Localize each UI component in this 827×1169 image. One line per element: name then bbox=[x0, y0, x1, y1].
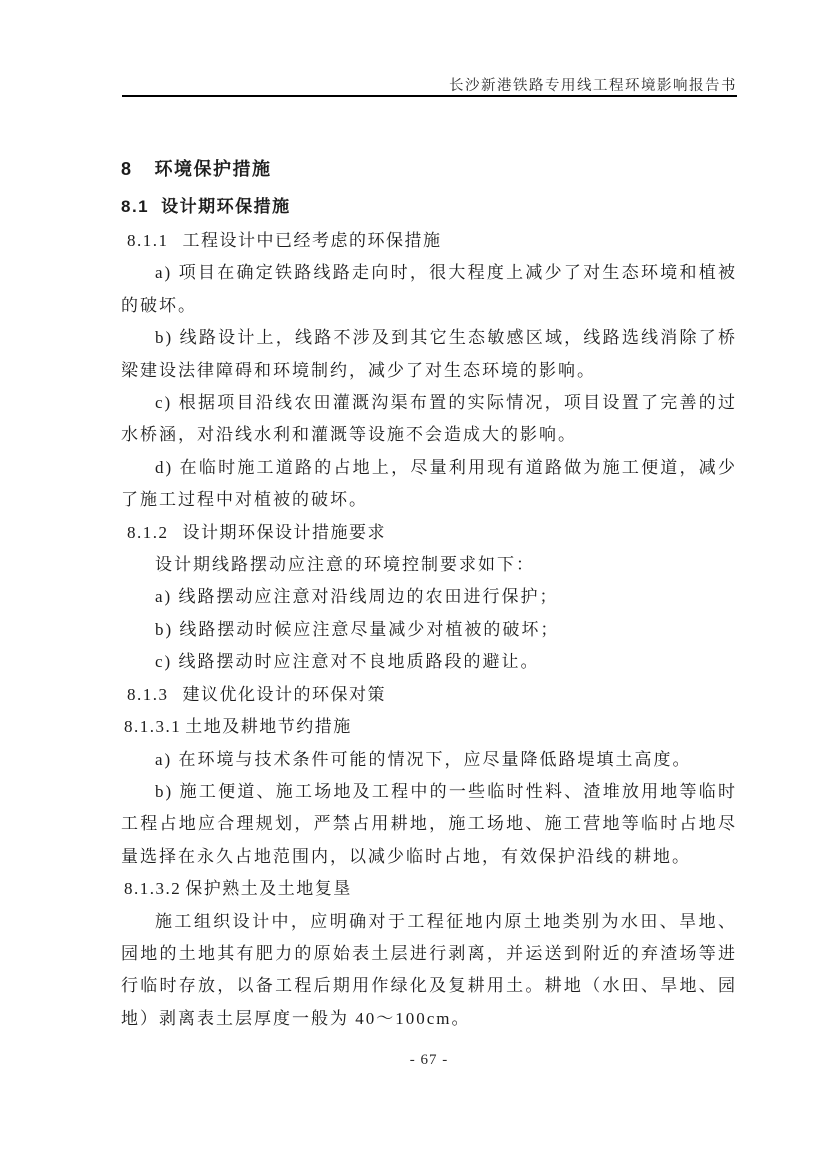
paragraph-item-c: c) 根据项目沿线农田灌溉沟渠布置的实际情况，项目设置了完善的过水桥涵，对沿线水利和灌溉等设施不会造成大的影响。 bbox=[121, 393, 737, 445]
section-title: 设计期环保设计措施要求 bbox=[182, 522, 386, 542]
paragraph-item-b: b) 施工便道、施工场地及工程中的一些临时性料、渣堆放用地等临时工程占地应合理规划，严禁占用耕地，施工场地、施工营地等临时占地尽量选择在永久占地范围内，以减少临时占地，有效保护沿线的耕地。 bbox=[121, 781, 737, 866]
list-item-b: b) 线路摆动时候应注意尽量减少对植被的破坏； bbox=[155, 619, 560, 639]
section-number: 8 bbox=[121, 159, 133, 179]
section-number: 8.1.3 bbox=[127, 684, 169, 704]
section-number: 8.1 bbox=[121, 197, 150, 216]
section-number: 8.1.3.2 bbox=[124, 879, 182, 899]
section-heading-8-1-1 bbox=[121, 225, 737, 257]
section-heading-8-1-3 bbox=[121, 679, 737, 711]
section-number: 8.1.2 bbox=[127, 522, 169, 542]
page-number: - 67 - bbox=[409, 1052, 449, 1068]
paragraph-item-b: b) 线路设计上，线路不涉及到其它生态敏感区域，线路选线消除了桥梁建设法律障碍和环境制约，减少了对生态环境的影响。 bbox=[121, 328, 737, 380]
list-item-c: c) 线路摆动时应注意对不良地质路段的避让。 bbox=[155, 652, 540, 672]
section-title: 设计期环保措施 bbox=[161, 197, 291, 216]
paragraph-body: 施工组织设计中，应明确对于工程征地内原土地类别为水田、旱地、园地的土地其有肥力的原始表土层进行剥离，并运送到附近的弃渣场等进行临时存放，以备工程后期用作绿化及复耕用土。耕地（水田、旱地、园地）剥离表土层厚度一般为 40～100cm。 bbox=[121, 911, 737, 1028]
list-item-a: a) 在环境与技术条件可能的情况下，应尽量降低路堤填土高度。 bbox=[155, 749, 692, 769]
paragraph-intro: 设计期线路摆动应注意的环境控制要求如下： bbox=[155, 555, 535, 575]
section-heading-8-1-3-1 bbox=[121, 711, 737, 743]
section-number: 8.1.1 bbox=[127, 231, 169, 250]
section-title: 环境保护措施 bbox=[154, 159, 272, 179]
section-heading-8 bbox=[121, 149, 737, 189]
section-title: 土地及耕地节约措施 bbox=[185, 717, 352, 737]
paragraph-item-a: a) 项目在确定铁路线路走向时，很大程度上减少了对生态环境和植被的破坏。 bbox=[121, 263, 737, 315]
section-title: 保护熟土及土地复垦 bbox=[185, 879, 352, 899]
page-header-title: 长沙新港铁路专用线工程环境影响报告书 bbox=[449, 78, 737, 94]
section-title: 建议优化设计的环保对策 bbox=[182, 684, 386, 704]
section-heading-8-1-2 bbox=[121, 517, 737, 549]
section-number: 8.1.3.1 bbox=[124, 717, 182, 737]
section-title: 工程设计中已经考虑的环保措施 bbox=[182, 231, 442, 250]
section-heading-8-1-3-2 bbox=[121, 873, 737, 905]
list-item-a: a) 线路摆动应注意对沿线周边的农田进行保护； bbox=[155, 587, 559, 607]
document-body bbox=[121, 149, 737, 1035]
header-divider-line bbox=[122, 95, 737, 97]
paragraph-item-d: d) 在临时施工道路的占地上，尽量利用现有道路做为施工便道，减少了施工过程中对植被的破坏。 bbox=[121, 457, 737, 510]
section-heading-8-1 bbox=[121, 189, 737, 225]
